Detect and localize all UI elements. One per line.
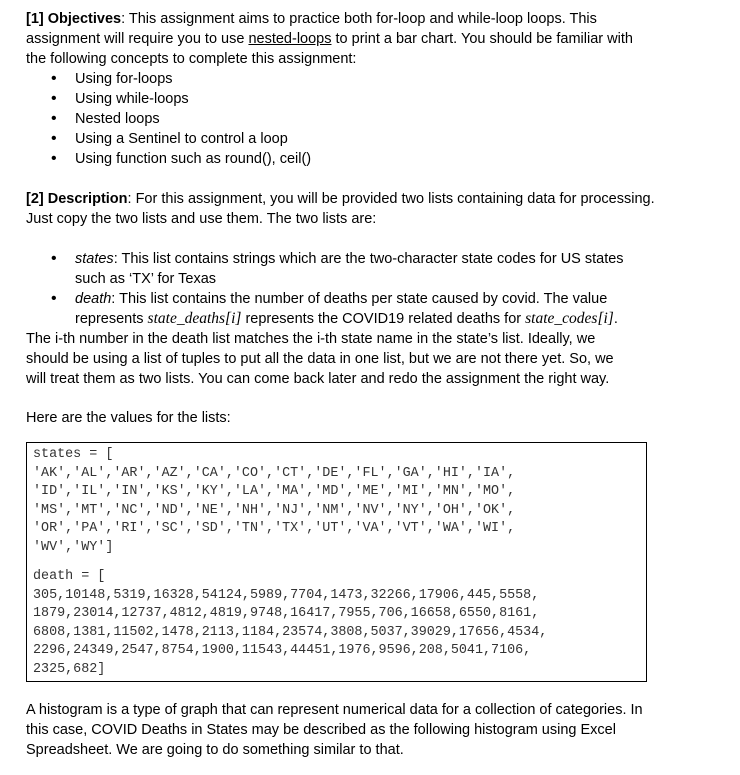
death-text-a: : This list contains the number of deaths per state caused by covid. The value represents: [75, 291, 608, 327]
list-item-death: [75, 289, 653, 329]
code-line: 'ID','IL','IN','KS','KY','LA','MA','MD','ME','MI','MN','MO',: [33, 484, 516, 499]
states-text: : This list contains strings which are the two-character state codes for US states such as ‘TX’ for Texas: [75, 251, 624, 287]
list-item: • Using a Sentinel to control a loop: [75, 129, 311, 149]
description-paragraph: [26, 189, 656, 229]
objectives-paragraph: [26, 9, 656, 69]
death-text-c: .: [613, 311, 618, 327]
code-line: 6808,1381,11502,1478,2113,1184,23574,3808,5037,39029,17656,4534,: [33, 624, 548, 640]
code-line: 'WV','WY']: [33, 539, 114, 555]
histogram-paragraph: A histogram is a type of graph that can represent numerical data for a collection of categories. In this case, COVID Deaths in States may be described as the following histogram using Excel Spreadsheet. We are going to do something similar to that.: [26, 702, 643, 758]
death-name: death: [75, 291, 112, 307]
list-item: • Using for-loops: [75, 69, 311, 89]
code-line: states = [: [33, 447, 114, 462]
code-line: 305,10148,5319,16328,54124,5989,7704,1473,32266,17906,445,5558,: [33, 587, 540, 603]
state-deaths-expression: state_deaths[i]: [147, 310, 242, 327]
code-line: 2296,24349,2547,8754,1900,11543,44451,1976,9596,208,5041,7106,: [33, 643, 532, 658]
code-line: 'OR','PA','RI','SC','SD','TN','TX','UT','VA','VT','WA','WI',: [33, 521, 516, 536]
code-line: 1879,23014,12737,4812,4819,9748,16417,7955,706,16658,6550,8161,: [33, 606, 540, 621]
nested-loops-link[interactable]: nested-loops: [248, 31, 332, 47]
code-gap: [33, 557, 646, 568]
list-item: • Nested loops: [75, 109, 311, 129]
objectives-text-a: : This assignment aims to practice both for-loop and while-loop loops. This assignment will require you to use: [26, 11, 597, 47]
description-text: : For this assignment, you will be provided two lists containing data for processing. Just copy the two lists and use them. The two lists are:: [26, 191, 655, 227]
objectives-text-b: to print a bar chart. You should be familiar with the following concepts to complete this assignment:: [26, 31, 633, 67]
objectives-heading: [1] Objectives: [26, 11, 122, 27]
continuation-paragraph: The i-th number in the death list matches the i-th state name in the state’s list. Ideally, we should be using a list of tuples to put all the data in one list, but we are not there yet. So, we will treat them as two lists. You can come back later and redo the assignment the right way.: [26, 331, 614, 387]
description-heading: [2] Description: [26, 191, 128, 207]
list-item-states: [75, 249, 653, 289]
state-codes-expression: state_codes[i]: [525, 310, 614, 327]
list-item: • Using function such as round(), ceil(): [75, 149, 311, 169]
states-name: states: [75, 251, 114, 267]
code-block: [26, 442, 647, 682]
code-line: 2325,682]: [33, 661, 106, 677]
lists-explanation: [75, 249, 653, 329]
death-text-b: represents the COVID19 related deaths for: [241, 311, 526, 327]
values-intro: Here are the values for the lists:: [26, 410, 231, 426]
code-line: 'MS','MT','NC','ND','NE','NH','NJ','NM','NV','NY','OH','OK',: [33, 502, 516, 518]
objectives-list: [75, 69, 311, 169]
code-line: death = [: [33, 569, 106, 584]
list-item: • Using while-loops: [75, 89, 311, 109]
code-line: 'AK','AL','AR','AZ','CA','CO','CT','DE','FL','GA','HI','IA',: [33, 465, 516, 481]
